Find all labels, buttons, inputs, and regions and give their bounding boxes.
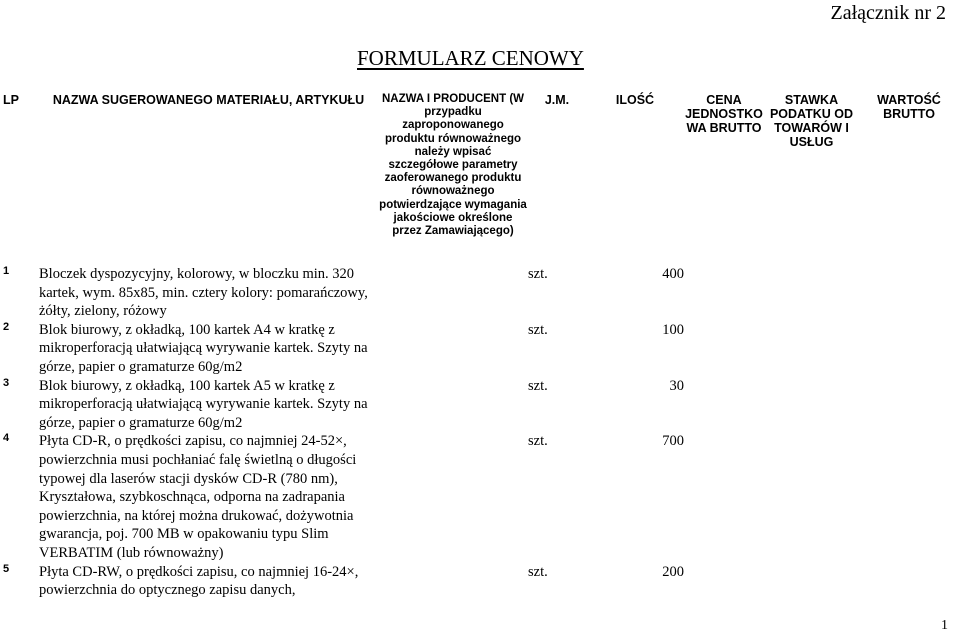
table-row	[3, 321, 959, 377]
column-header-lp: LP	[3, 93, 19, 107]
row-price-cell	[684, 432, 764, 562]
row-value-cell	[859, 265, 959, 321]
row-unit: szt.	[528, 377, 548, 394]
form-title: FORMULARZ CENOWY	[357, 46, 584, 70]
row-quantity: 200	[662, 563, 684, 580]
row-quantity: 100	[662, 321, 684, 338]
column-header-quantity: ILOŚĆ	[615, 93, 655, 107]
row-vat-cell	[764, 321, 859, 377]
table-row	[3, 432, 959, 562]
row-description: Bloczek dyspozycyjny, kolorowy, w bloczku min. 320 kartek, wym. 85x85, min. cztery kolory: pomarańczowy, żółty, zielony, różowy	[39, 266, 368, 320]
row-producer-cell	[378, 432, 528, 562]
row-unit: szt.	[528, 266, 548, 282]
row-price-cell	[684, 321, 764, 377]
row-value-cell	[859, 321, 959, 377]
row-unit: szt.	[528, 563, 548, 580]
row-lp: 2	[3, 320, 10, 333]
column-header-unit-price: CENA JEDNOSTKO WA BRUTTO	[685, 93, 763, 135]
page-number: 1	[941, 618, 948, 633]
row-lp: 5	[3, 562, 10, 575]
column-header-name: NAZWA SUGEROWANEGO MATERIAŁU, ARTYKUŁU	[52, 93, 365, 107]
row-price-cell	[684, 563, 764, 600]
row-lp: 3	[3, 376, 10, 389]
row-unit: szt.	[528, 433, 548, 450]
row-quantity: 700	[662, 433, 684, 450]
row-value-cell	[859, 432, 959, 562]
price-table	[3, 93, 959, 600]
table-header-row	[3, 93, 959, 265]
row-description: Płyta CD-R, o prędkości zapisu, co najmniej 24-52×, powierzchnia musi pochłaniać falę świetlną o długości typowej dla laserów stacji dysków CD-R (780 nm), Kryształowa, szybkoschnąca, odporna na zadrapania powierzchnia, na której można drukować, dożywotnia gwarancja, poj. 700 MB w opakowaniu typu Slim VERBATIM (lub równoważny)	[39, 433, 357, 561]
column-header-gross-value: WARTOŚĆ BRUTTO	[877, 93, 941, 121]
row-value-cell	[859, 563, 959, 600]
table-row	[3, 563, 959, 600]
row-vat-cell	[764, 265, 859, 321]
row-price-cell	[684, 377, 764, 433]
column-header-unit: J.M.	[544, 93, 570, 107]
row-quantity: 30	[669, 377, 684, 394]
row-lp: 1	[3, 265, 10, 277]
row-description: Płyta CD-RW, o prędkości zapisu, co najmniej 16-24×, powierzchnia do optycznego zapisu danych,	[39, 563, 359, 599]
table-row	[3, 265, 959, 321]
row-producer-cell	[378, 377, 528, 433]
annex-label: Załącznik nr 2	[830, 2, 946, 24]
row-unit: szt.	[528, 321, 548, 338]
row-description: Blok biurowy, z okładką, 100 kartek A5 w kratkę z mikroperforacją ułatwiającą wyrywanie kartek. Szyty na górze, papier o gramaturze 60g/m2	[39, 377, 368, 431]
table-row	[3, 377, 959, 433]
row-vat-cell	[764, 432, 859, 562]
row-vat-cell	[764, 563, 859, 600]
row-price-cell	[684, 265, 764, 321]
row-producer-cell	[378, 563, 528, 600]
row-value-cell	[859, 377, 959, 433]
column-header-producer: NAZWA I PRODUCENT (W przypadku zaproponowanego produktu równoważnego należy wpisać szczegółowe parametry zaoferowanego produktu równoważnego potwierdzające wymagania jakościowe określone przez Zamawiającego)	[379, 93, 527, 238]
row-quantity: 400	[662, 266, 684, 282]
column-header-vat-rate: STAWKA PODATKU OD TOWARÓW I USŁUG	[769, 93, 854, 149]
row-producer-cell	[378, 265, 528, 321]
row-vat-cell	[764, 377, 859, 433]
row-lp: 4	[3, 432, 10, 445]
row-producer-cell	[378, 321, 528, 377]
row-description: Blok biurowy, z okładką, 100 kartek A4 w kratkę z mikroperforacją ułatwiającą wyrywanie kartek. Szyty na górze, papier o gramaturze 60g/m2	[39, 321, 368, 375]
